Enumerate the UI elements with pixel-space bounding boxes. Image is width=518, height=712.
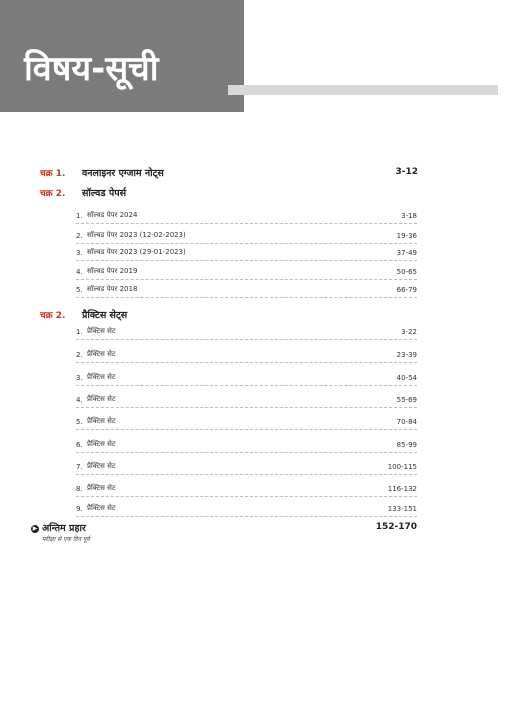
toc-item-number: 3.: [76, 374, 83, 382]
toc-item-pages: 50-65: [396, 268, 417, 276]
toc-item-number: 8.: [76, 485, 83, 493]
toc-item-number: 9.: [76, 505, 83, 513]
toc-item[interactable]: [76, 368, 417, 386]
toc-item[interactable]: [76, 457, 417, 475]
toc-item-pages: 116-132: [387, 485, 417, 493]
toc-item-number: 1.: [76, 212, 83, 220]
final-section-title[interactable]: अन्तिम प्रहार: [42, 523, 86, 534]
toc-item[interactable]: [76, 412, 417, 430]
chapter-label: चक्र 2.: [40, 188, 66, 199]
toc-item-title: प्रैक्टिस सेट: [87, 484, 116, 492]
toc-item[interactable]: [76, 226, 417, 244]
toc-item-pages: 100-115: [387, 463, 417, 471]
toc-item[interactable]: [76, 206, 417, 224]
toc-item-number: 2.: [76, 232, 83, 240]
final-section-pages: 152-170: [375, 522, 417, 532]
toc-item-pages: 3-22: [401, 328, 417, 336]
toc-item-title: प्रैक्टिस सेट: [87, 350, 116, 358]
toc-item-title: प्रैक्टिस सेट: [87, 373, 116, 381]
chapter-label: चक्र 2.: [40, 310, 66, 321]
toc-item[interactable]: [76, 243, 417, 261]
chapter-row[interactable]: [40, 164, 418, 180]
toc-item-title: सॉल्वड पेपर 2024: [87, 211, 138, 219]
toc-item[interactable]: [76, 280, 417, 298]
chapter-pages: 3-12: [395, 167, 418, 177]
chapter-row[interactable]: [40, 184, 418, 200]
toc-item[interactable]: [76, 345, 417, 363]
toc-item-pages: 37-49: [396, 249, 417, 257]
toc-item-pages: 85-99: [396, 441, 417, 449]
chapter-label: चक्र 1.: [40, 168, 66, 179]
chapter-title: वनलाइनर एग्जाम नोट्स: [82, 167, 164, 179]
toc-item-title: सॉल्वड पेपर 2019: [87, 267, 138, 275]
final-section-subtitle: परीक्षा से एक दिन पूर्व: [42, 536, 90, 543]
toc-item-title: प्रैक्टिस सेट: [87, 327, 116, 335]
toc-item-title: प्रैक्टिस सेट: [87, 504, 116, 512]
toc-item-pages: 19-36: [396, 232, 417, 240]
toc-item-title: प्रैक्टिस सेट: [87, 440, 116, 448]
toc-item-pages: 70-84: [396, 418, 417, 426]
toc-item-pages: 40-54: [396, 374, 417, 382]
chapter-title: प्रैक्टिस सेट्स: [82, 309, 128, 321]
toc-item-title: सॉल्वड पेपर 2023 (29-01-2023): [87, 248, 186, 256]
arrow-icon: ▶: [32, 525, 38, 532]
chapter-title: सॉल्वड पेपर्स: [82, 187, 127, 199]
toc-item-pages: 66-79: [396, 286, 417, 294]
toc-item-number: 2.: [76, 351, 83, 359]
toc-item[interactable]: [76, 499, 417, 517]
toc-item[interactable]: [76, 322, 417, 340]
toc-item-title: प्रैक्टिस सेट: [87, 417, 116, 425]
page-title: विषय-सूची: [24, 49, 159, 89]
toc-item-title: प्रैक्टिस सेट: [87, 395, 116, 403]
toc-item-title: सॉल्वड पेपर 2018: [87, 285, 138, 293]
toc-item-number: 3.: [76, 249, 83, 257]
toc-item-number: 5.: [76, 418, 83, 426]
toc-item-title: सॉल्वड पेपर 2023 (12-02-2023): [87, 231, 186, 239]
toc-item[interactable]: [76, 390, 417, 408]
toc-item-number: 7.: [76, 463, 83, 471]
chapter-row[interactable]: [40, 306, 418, 322]
toc-item-pages: 23-39: [396, 351, 417, 359]
toc-item-number: 4.: [76, 268, 83, 276]
toc-item-pages: 3-18: [401, 212, 417, 220]
toc-item-pages: 55-69: [396, 396, 417, 404]
toc-item-number: 4.: [76, 396, 83, 404]
toc-item-number: 1.: [76, 328, 83, 336]
toc-item[interactable]: [76, 435, 417, 453]
toc-item-pages: 133-151: [387, 505, 417, 513]
toc-item-title: प्रैक्टिस सेट: [87, 462, 116, 470]
toc-item-number: 6.: [76, 441, 83, 449]
toc-item[interactable]: [76, 262, 417, 280]
toc-item[interactable]: [76, 479, 417, 497]
toc-item-number: 5.: [76, 286, 83, 294]
